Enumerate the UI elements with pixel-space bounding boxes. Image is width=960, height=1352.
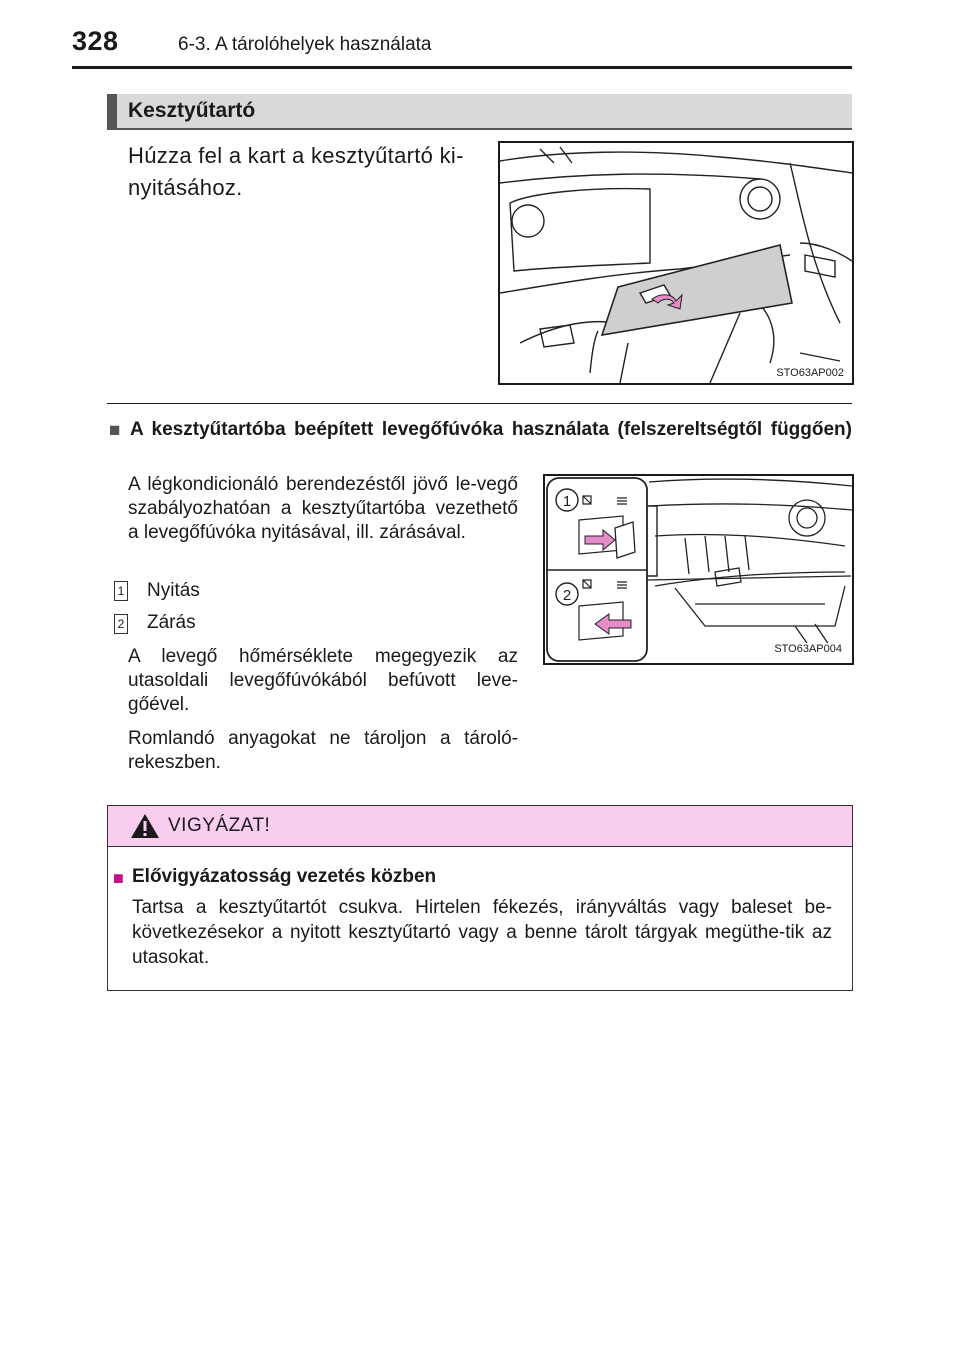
callout-number-2: 2 [114,614,128,634]
air-vent-figure [543,474,854,665]
air-vent-illustration [545,476,852,663]
section-title: Kesztyűtartó [128,99,256,122]
caution-bullet: ■ [113,868,124,888]
item-close-label: Zárás [147,612,196,633]
intro-text: Húzza fel a kart a kesztyűtartó ki-nyitásához. [128,143,464,200]
description-paragraph: A légkondicionáló berendezéstől jövő le-vegő szabályozhatóan a kesztyűtartóba vezethető a levegőfúvóka nyitásával, ill. zárásával. [128,474,518,543]
glovebox-figure [498,141,854,385]
item-open-label: Nyitás [147,580,200,601]
glovebox-illustration [500,143,852,383]
callout-2-label: 2 [562,587,572,604]
callout-1-label: 1 [562,493,572,510]
caution-title: VIGYÁZAT! [168,815,271,836]
subsection-bullet: ■ [109,420,121,441]
callout-number-1: 1 [114,581,128,601]
header-rule [72,66,852,69]
caution-text: Tartsa a kesztyűtartót csukva. Hirtelen fékezés, irányváltás vagy baleset be-következésekor a nyitott kesztyűtartó vagy a benne tárolt tárgyak megüthe-tik az utasokat. [132,897,832,968]
section-header-bar [107,94,117,130]
temperature-paragraph: A levegő hőmérséklete megegyezik az utasoldali levegőfúvókából befúvott leve-gőével. [128,646,518,715]
chapter-title: 6-3. A tárolóhelyek használata [178,34,432,55]
figure-code: STO63AP002 [776,367,844,379]
caution-heading: Elővigyázatosság vezetés közben [132,866,437,887]
page-number: 328 [72,26,119,56]
storage-note-paragraph: Romlandó anyagokat ne tároljon a tároló-rekeszben. [128,728,518,773]
figure-code: STO63AP004 [774,643,842,655]
section-divider [107,403,852,404]
subsection-heading: A kesztyűtartóba beépített levegőfúvóka használata (felszereltségtől függően) [130,419,852,440]
warning-triangle-icon [130,813,160,844]
